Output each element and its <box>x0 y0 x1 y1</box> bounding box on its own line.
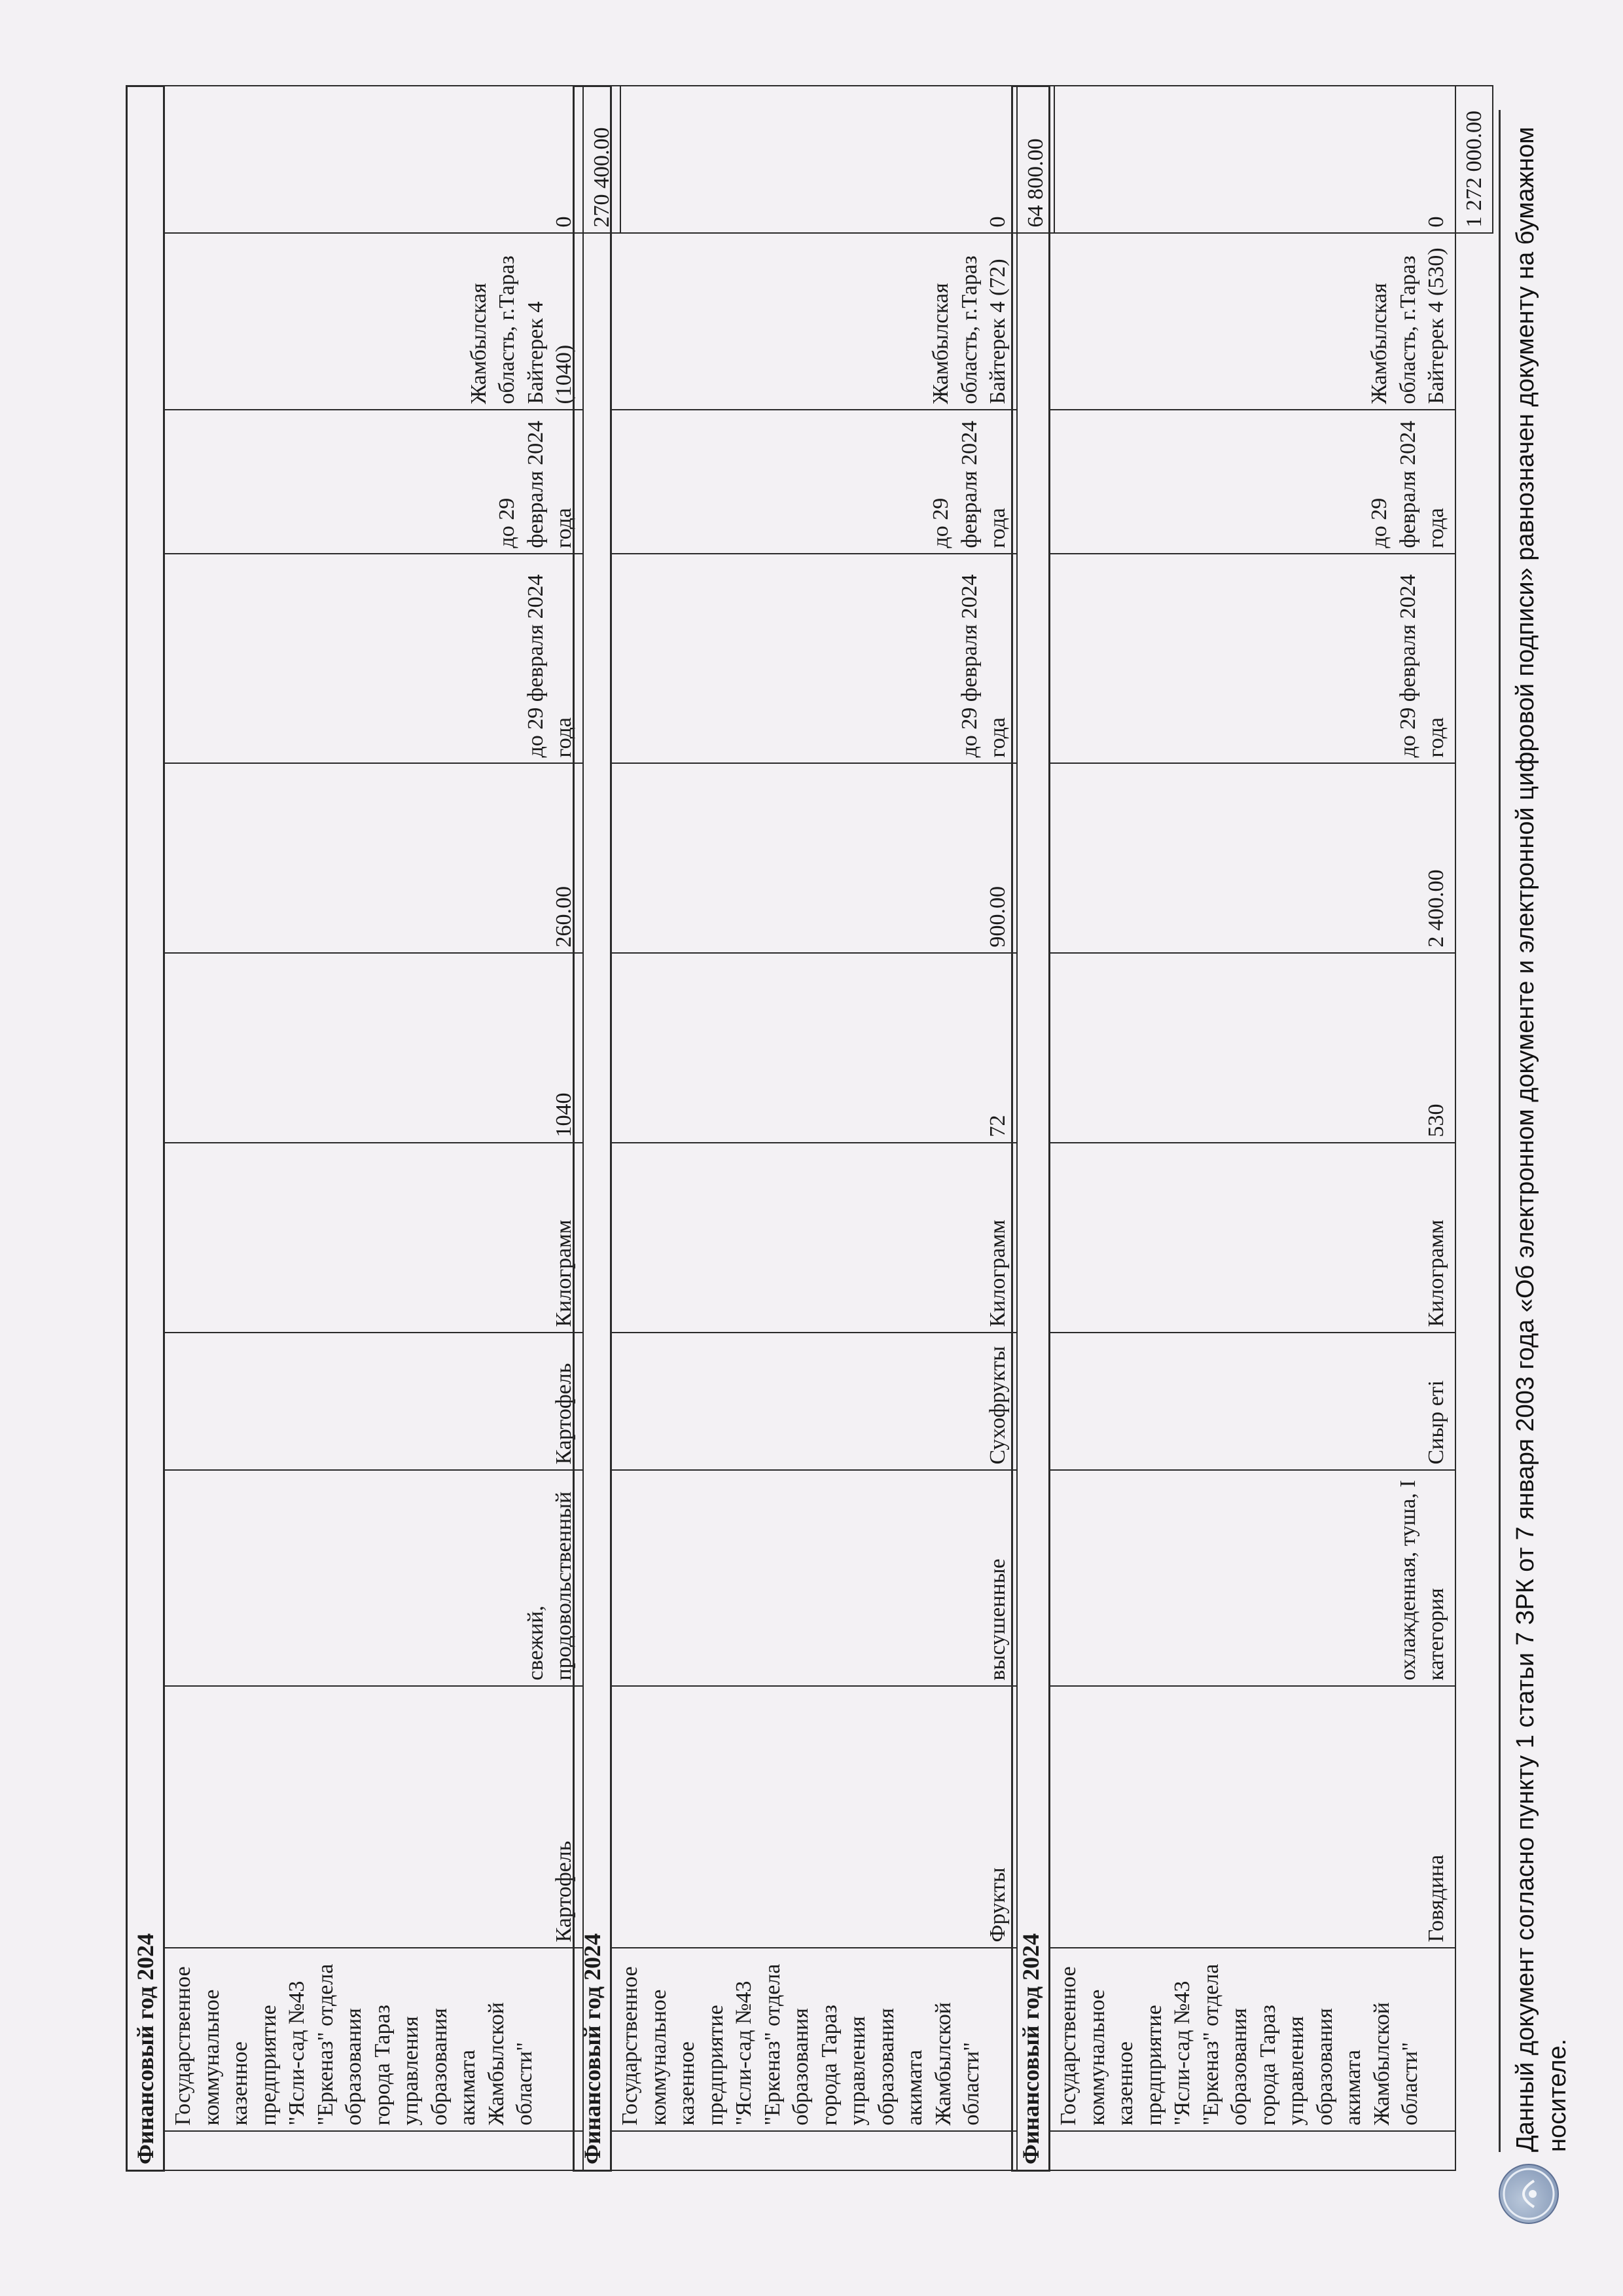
advance-cell: 0 <box>164 86 583 234</box>
term-end-cell: до 29 февраля 2024 года <box>164 410 583 554</box>
delivery-place-cell: Жамбылская область, г.Тараз Байтерек 4 (530) <box>1050 234 1455 410</box>
customer-cell: Государственное коммунальное казенное предприятие "Ясли-сад №43 "Еркеназ" отдела образования города Тараз управления образования акимата Жамбылской области" <box>1050 1948 1455 2132</box>
customer-cell: Государственное коммунальное казенное предприятие "Ясли-сад №43 "Еркеназ" отдела образования города Тараз управления образования акимата Жамбылской области" <box>611 1948 1017 2132</box>
price-cell: 2 400.00 <box>1050 764 1455 954</box>
fiscal-year-header: Финансовый год 2024 <box>574 86 611 2171</box>
delivery-place-cell: Жамбылская область, г.Тараз Байтерек 4 (72) <box>611 234 1017 410</box>
delivery-place-cell: Жамбылская область, г.Тараз Байтерек 4 (1040) <box>164 234 583 410</box>
seal-icon <box>1499 2164 1559 2224</box>
unit-cell: Килограмм <box>164 1143 583 1333</box>
quantity-cell: 72 <box>611 954 1017 1143</box>
term-end-cell: до 29 февраля 2024 года <box>1050 410 1455 554</box>
procurement-record-2 <box>573 85 1055 2172</box>
row-number-cell <box>611 2132 1017 2171</box>
total-cell: 1 272 000.00 <box>1455 86 1493 234</box>
procurement-record-3 <box>1011 85 1493 2172</box>
product-cell: Фрукты <box>611 1687 1017 1948</box>
legal-footer-text: Данный документ согласно пункту 1 статьи 7 ЗРК от 7 января 2003 года «Об электронном документе и электронной цифровой подписи» равнозначен документу на бумажном носителе. <box>1499 110 1575 2152</box>
unit-cell: Килограмм <box>1050 1143 1455 1333</box>
customer-cell: Государственное коммунальное казенное предприятие "Ясли-сад №43 "Еркеназ" отдела образования города Тараз управления образования акимата Жамбылской области" <box>164 1948 583 2132</box>
short-name-cell: Сиыр еті <box>1050 1333 1455 1471</box>
description-cell: высушенные <box>611 1471 1017 1687</box>
procurement-record-1 <box>126 85 621 2172</box>
advance-cell: 0 <box>1050 86 1455 234</box>
term-end-cell: до 29 февраля 2024 года <box>611 410 1017 554</box>
total-cell: 270 400.00 <box>583 86 621 234</box>
short-name-cell: Картофель <box>164 1333 583 1471</box>
short-name-cell: Сухофрукты <box>611 1333 1017 1471</box>
quantity-cell: 1040 <box>164 954 583 1143</box>
description-cell: охлажденная, туша, I категория <box>1050 1471 1455 1687</box>
quantity-cell: 530 <box>1050 954 1455 1143</box>
term-start-cell: до 29 февраля 2024 года <box>611 554 1017 764</box>
row-number-cell <box>164 2132 583 2171</box>
advance-cell: 0 <box>611 86 1017 234</box>
description-cell: свежий, продовольственный <box>164 1471 583 1687</box>
term-start-cell: до 29 февраля 2024 года <box>164 554 583 764</box>
product-cell: Говядина <box>1050 1687 1455 1948</box>
total-cell: 64 800.00 <box>1017 86 1055 234</box>
price-cell: 260.00 <box>164 764 583 954</box>
term-start-cell: до 29 февраля 2024 года <box>1050 554 1455 764</box>
price-cell: 900.00 <box>611 764 1017 954</box>
product-cell: Картофель <box>164 1687 583 1948</box>
row-number-cell <box>1050 2132 1455 2171</box>
fiscal-year-header: Финансовый год 2024 <box>1012 86 1050 2171</box>
unit-cell: Килограмм <box>611 1143 1017 1333</box>
fiscal-year-header: Финансовый год 2024 <box>127 86 164 2171</box>
